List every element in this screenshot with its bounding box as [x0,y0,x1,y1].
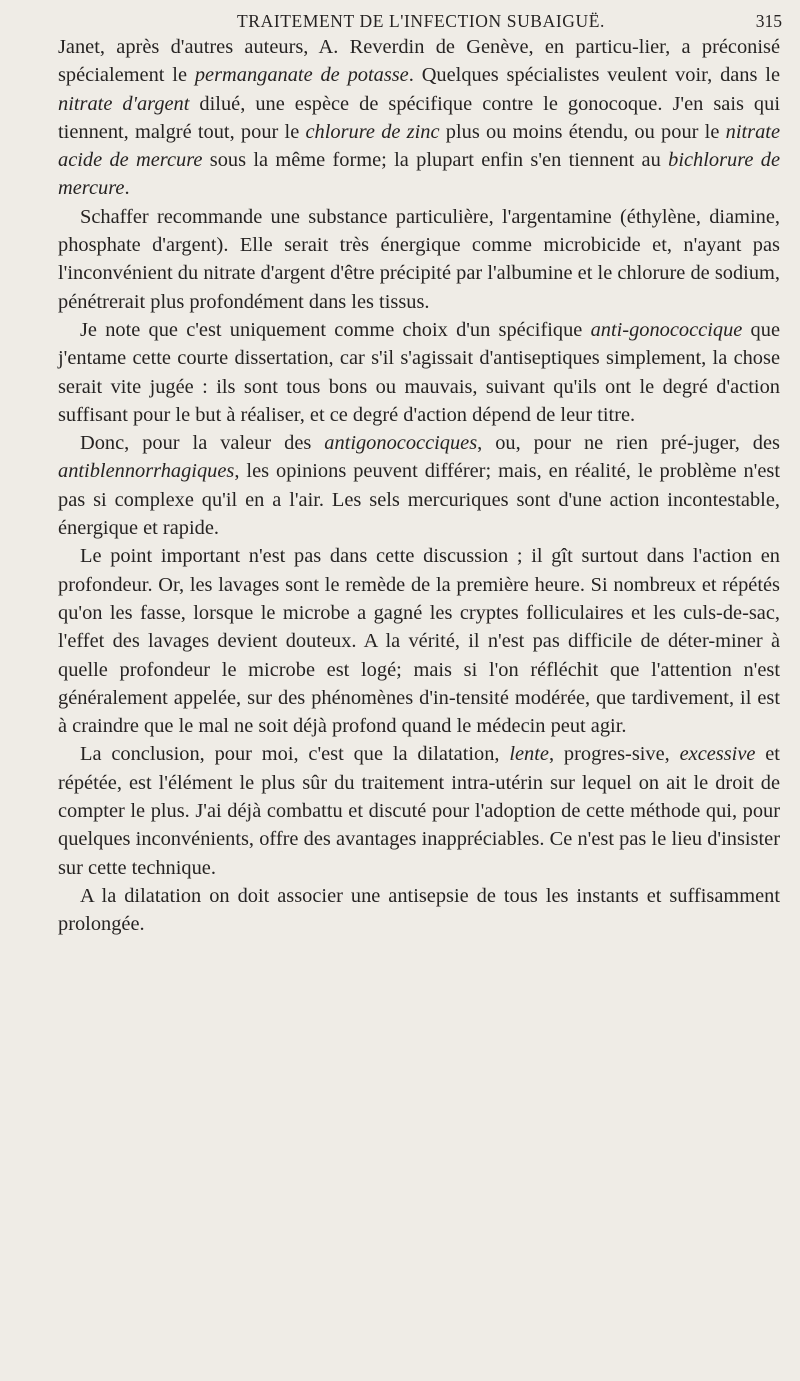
text-segment: plus ou moins étendu, ou pour le [439,120,726,143]
italic-text: bichlorure de mercure [58,149,781,200]
running-head: TRAITEMENT DE L'INFECTION SUBAIGUË. [237,11,605,31]
text-segment: Le point important n'est pas dans cette discussion ; il gît surtout dans l'action en profondeur. Or, les lavages sont le remède de la première heure. Si nombreux et répétés qu'on les fasse, lorsque le microbe a gagné les cryptes folliculaires et les culs-de-sac, l'effet des lavages devient douteux. A la vérité, il n'est pas difficile de déter-miner à quelle profondeur le microbe est logé; mais si l'on réfléchit que l'attention n'est généralement appelée, sur des phénomènes d'in-tensité modérée, que tardivement, il est à craindre que le mal ne soit déjà profond quand le médecin peut agir. [58,545,780,738]
body-text [58,33,780,939]
italic-text: chlorure de zinc [305,120,440,143]
text-segment: que j'entame cette courte dissertation, car s'il s'agissait d'antiseptiques simplement, la chose serait vite jugée : ils sont tous bons ou mauvais, suivant qu'ils ont le degré d'action suffisant pour le but à réaliser, et ce degré d'action dépend de leur titre. [58,318,780,426]
italic-text: anti-gonococcique [590,318,743,341]
text-segment: , ou, pour ne rien pré-juger, des [477,432,780,455]
italic-text: excessive [679,743,756,766]
italic-text: antigonococciques [324,432,478,455]
italic-text: lente [509,743,549,766]
italic-text: nitrate d'argent [58,92,190,115]
text-segment: sous la même forme; la plupart enfin s'en tiennent au [202,149,669,172]
text-segment: Janet, après d'autres auteurs, A. Reverdin de Genève, en particu-lier, a préconisé spécialement le [58,36,780,87]
paragraph [58,740,780,881]
italic-text: nitrate acide de mercure [58,120,780,172]
text-segment: , progres-sive, [548,743,680,766]
text-segment: La conclusion, pour moi, c'est que la dilatation, [80,743,510,766]
paragraph [58,33,780,203]
text-segment: Donc, pour la valeur des [80,432,325,455]
text-segment: . [124,177,130,200]
page-number: 315 [755,11,782,31]
italic-text: permanganate de potasse [194,64,409,87]
paragraph [58,316,780,429]
text-segment: . Quelques spécialistes veulent voir, dans le [408,64,780,87]
text-segment: , les opinions peuvent différer; mais, en réalité, le problème n'est pas si complexe qu'il en a l'air. Les sels mercuriques sont d'une action incontestable, énergique et rapide. [58,460,780,540]
text-segment: et répétée, est l'élément le plus sûr du traitement intra-utérin sur lequel on ait le droit de compter le plus. J'ai déjà combattu et discuté pour l'adoption de cette méthode qui, pour quelques inconvénients, offre des avantages inappréciables. Ce n'est pas le lieu d'insister sur cette technique. [58,743,780,879]
text-segment: Je note que c'est uniquement comme choix d'un spécifique [80,318,591,341]
paragraph [58,429,780,542]
text-segment: A la dilatation on doit associer une antisepsie de tous les instants et suffisamment prolongée. [58,884,780,936]
text-segment: Schaffer recommande une substance particulière, l'argentamine (éthylène, diamine, phosphate d'argent). Elle serait très énergique comme microbicide et, n'ayant pas l'inconvénient du nitrate d'argent d'être précipité par l'albumine et le chlorure de sodium, pénétrerait plus profondément dans les tissus. [58,205,780,313]
paragraph [58,203,780,316]
paragraph [58,542,780,740]
paragraph [58,882,780,939]
text-segment: dilué, une espèce de spécifique contre le gonocoque. J'en sais qui tiennent, malgré tout, pour le [58,92,780,143]
italic-text: antiblennorrhagiques [58,460,235,483]
